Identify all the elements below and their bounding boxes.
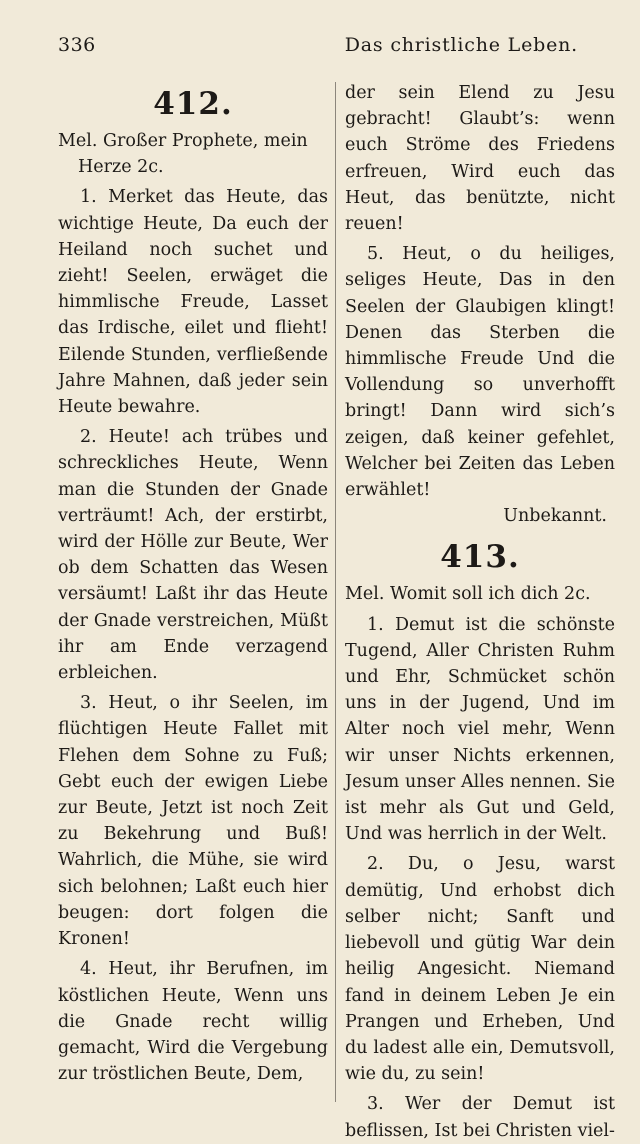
stanza: 1. Demut ist die schönste Tugend, Aller Christen Ruhm und Ehr, Schmücket schön uns in der Jugend, Und im Alter noch viel mehr, Wenn wir unser Nichts erkennen, Jesum unser Alles nennen. Sie ist mehr als Gut und Geld, Und was herrlich in der Welt. [345, 614, 615, 845]
hymn-number: 413. [440, 539, 520, 576]
melody-line: Mel. Großer Prophete, mein Herze 2c. [58, 131, 308, 178]
melody-line: Mel. Womit soll ich dich 2c. [345, 584, 591, 605]
stanza: 1. Merket das Heute, das wichtige Heute, Da euch der Heiland noch suchet und zieht! Seelen, erwäget die himmlische Freude, Lasset das Irdische, eilet und flieht! Eilende Stunden, verfließende Jahre Mahnen, daß jeder sein Heute bewahre. [58, 187, 328, 418]
stanza-continuation: der sein Elend zu Jesu gebracht! Glaubt’s: wenn euch Ströme des Friedens erfreuen, Wird euch das Heut, das benützte, nicht reuen! [345, 83, 615, 235]
right-column [345, 80, 615, 1144]
stanza: 5. Heut, o du heiliges, seliges Heute, Das in den Seelen der Glaubigen klingt! Denen das Sterben die himmlische Freude Und die Vollendung so unverhofft bringt! Dann wird sich’s zeigen, daß keiner gefehlet, Welcher bei Zeiten das Leben erwählet! [345, 244, 615, 501]
stanza: 3. Wer der Demut ist beflissen, Ist bei Christen viel- [345, 1094, 615, 1141]
stanza: 3. Heut, o ihr Seelen, im flüchtigen Heute Fallet mit Flehen dem Sohne zu Fuß; Gebt euch der ewigen Liebe zur Beute, Jetzt ist noch Zeit zu Bekehrung und Buß! Wahrlich, die Mühe, sie wird sich belohnen; Laßt euch hier beugen: dort folgen die Kronen! [58, 693, 328, 950]
page-number: 336 [58, 34, 96, 56]
stanza: 4. Heut, ihr Berufnen, im köstlichen Heute, Wenn uns die Gnade recht willig gemacht, Wird die Vergebung zur tröstlichen Beute, Dem, [58, 959, 328, 1085]
column-divider [335, 82, 336, 1102]
running-head [58, 28, 620, 62]
running-title: Das christliche Leben. [344, 34, 578, 56]
stanza: 2. Heute! ach trübes und schreckliches Heute, Wenn man die Stunden der Gnade verträumt! Ach, der erstirbt, wird der Hölle zur Beute, Wer ob dem Schatten das Wesen versäumt! Laßt ihr das Heute der Gnade verstreichen, Müßt ihr am Ende verzagend erbleichen. [58, 427, 328, 684]
hymn-number: 412. [153, 86, 233, 122]
stanza: 2. Du, o Jesu, warst demütig, Und erhobst dich selber nicht; Sanft und liebevoll und gütig War dein heilig Angesicht. Niemand fand in deinem Leben Je ein Prangen und Erheben, Und du ladest alle ein, Demutsvoll, wie du, zu sein! [345, 854, 615, 1085]
author-attribution: Unbekannt. [503, 506, 607, 527]
left-column [58, 80, 328, 1087]
